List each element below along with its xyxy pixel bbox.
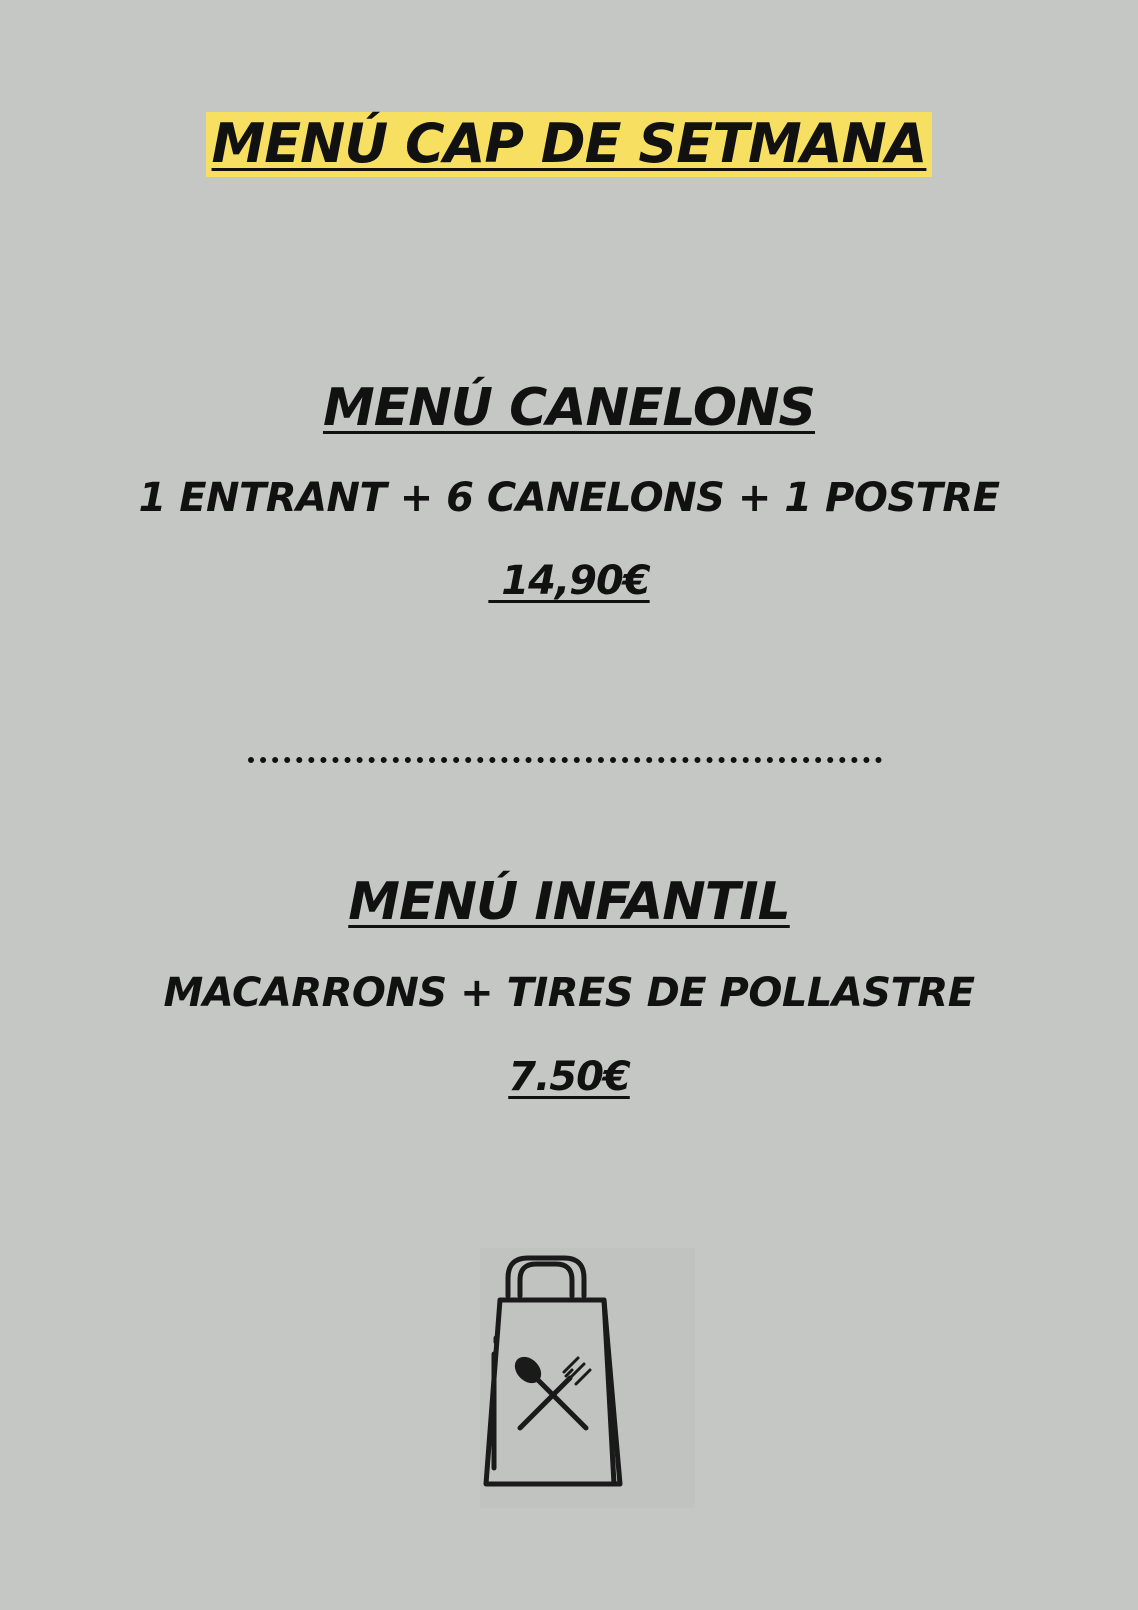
menu-canelons-title	[0, 378, 1138, 438]
menu-infantil-price	[0, 1054, 1138, 1100]
menu-canelons-description: 1 ENTRANT + 6 CANELONS + 1 POSTRE	[138, 475, 1000, 521]
menu-infantil-description: MACARRONS + TIRES DE POLLASTRE	[163, 970, 975, 1016]
page-title	[0, 112, 1138, 175]
menu-infantil-title-text: MENÚ INFANTIL	[348, 872, 790, 932]
section-divider	[248, 757, 882, 763]
menu-infantil-title	[0, 872, 1138, 932]
takeaway-bag-icon	[480, 1248, 695, 1508]
menu-infantil-price-text: 7.50€	[508, 1054, 630, 1100]
menu-canelons-price-text: 14,90€	[488, 558, 650, 604]
menu-canelons-title-text: MENÚ CANELONS	[322, 378, 816, 438]
menu-canelons-price	[0, 558, 1138, 604]
page-title-text: MENÚ CAP DE SETMANA	[206, 112, 933, 177]
